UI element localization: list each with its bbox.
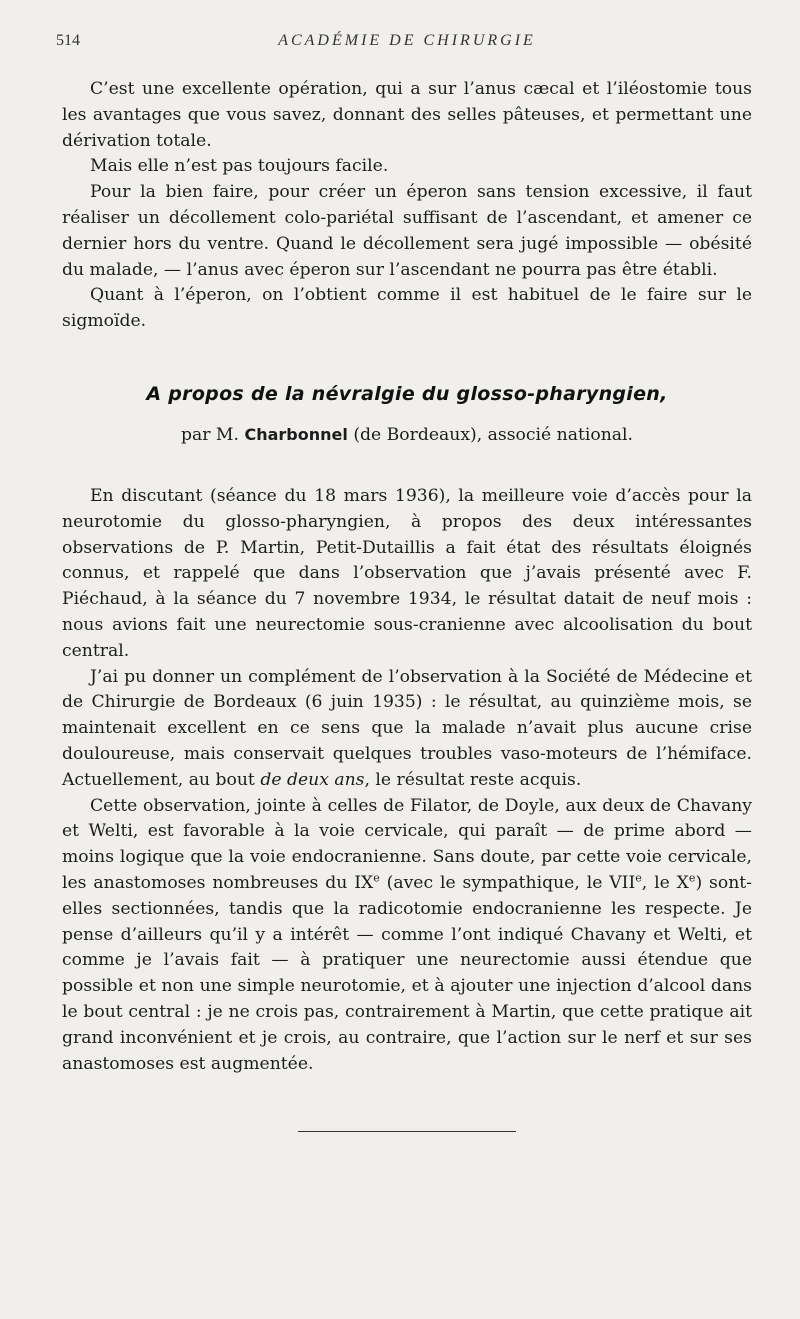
paragraph bbox=[62, 665, 752, 794]
paragraph: En discutant (séance du 18 mars 1936), la meilleure voie d’accès pour la neurotomie du glosso-pharyngien, à propos des deux intéressantes observations de P. Martin, Petit-Dutaillis a fait état des résultats éloignés connus, et rappelé que dans l’observation que j’avais présenté avec F. Piéchaud, à la séance du 7 novembre 1934, le résultat datait de neuf mois : nous avions fait une neurectomie sous-cranienne avec alcoolisation du bout central. bbox=[62, 485, 752, 661]
paragraph-text: J’ai pu donner un complément de l’observation à la Société de Médecine et de Chirurgie de Bordeaux (6 juin 1935) : le résultat, au quinzième mois, se maintenait excellent en ce sens que la malade n’avait plus aucune crise douloureuse, mais conservait quelques troubles vaso-moteurs de l’hémiface. Actuellement, au bout bbox=[62, 666, 752, 790]
document-page bbox=[56, 30, 752, 1132]
author-name: Charbonnel bbox=[244, 424, 348, 444]
byline bbox=[62, 422, 752, 448]
superscript: e bbox=[635, 871, 642, 885]
running-header bbox=[56, 30, 752, 56]
previous-article-continuation bbox=[62, 77, 752, 335]
article-body bbox=[62, 484, 752, 1077]
paragraph: Mais elle n’est pas toujours facile. bbox=[90, 156, 389, 177]
paragraph-text: , le X bbox=[641, 872, 689, 893]
paragraph: C’est une excellente opération, qui a sur l’anus cæcal et l’iléostomie tous les avantages que vous savez, donnant des selles pâteuses, et permettant une dérivation totale. bbox=[62, 79, 752, 151]
paragraph: Pour la bien faire, pour créer un éperon sans tension excessive, il faut réaliser un décollement colo-pariétal suffisant de l’ascendant, et amener ce dernier hors du ventre. Quand le décollement sera jugé impossible — obésité du malade, — l’anus avec éperon sur l’ascendant ne pourra pas être établi. bbox=[62, 182, 752, 280]
paragraph-text: (avec le sympathique, le VII bbox=[379, 872, 636, 893]
paragraph-text: ) sont-elles sectionnées, tandis que la radicotomie endocranienne les respecte. Je pense d’ailleurs qu’il y a intérêt — comme l’ont indiqué Chavany et Welti, et comme je l’avais fait — à pratiquer une neurectomie aussi étendue que possible et non une simple neurotomie, et à ajouter une injection d’alcool dans le bout central : je ne crois pas, contrairement à Martin, que cette pratique ait grand inconvénient et je crois, au contraire, que l’action sur le nerf et sur ses anastomoses est augmentée. bbox=[62, 872, 752, 1074]
article-title: A propos de la névralgie du glosso-pharyngien, bbox=[146, 382, 668, 405]
paragraph: Quant à l’éperon, on l’obtient comme il est habituel de le faire sur le sigmoïde. bbox=[62, 285, 752, 332]
paragraph bbox=[62, 794, 752, 1078]
superscript: e bbox=[688, 871, 696, 885]
journal-title: ACADÉMIE DE CHIRURGIE bbox=[278, 32, 536, 49]
end-rule bbox=[298, 1131, 516, 1132]
italic-emphasis: de deux ans bbox=[260, 769, 365, 790]
page-number: 514 bbox=[56, 32, 80, 49]
byline-prefix: par M. bbox=[180, 424, 239, 445]
byline-affiliation: (de Bordeaux), associé national. bbox=[353, 424, 634, 445]
superscript: e bbox=[373, 871, 380, 885]
paragraph-text: , le résultat reste acquis. bbox=[364, 769, 582, 790]
paragraph-text: Cette observation, jointe à celles de Filator, de Doyle, aux deux de Chavany et Welti, est favorable à la voie cervicale, qui paraît — de prime abord — moins logique que la voie endocranienne. Sans doute, par cette voie cervicale, les anastomoses nombreuses du IX bbox=[62, 795, 752, 893]
